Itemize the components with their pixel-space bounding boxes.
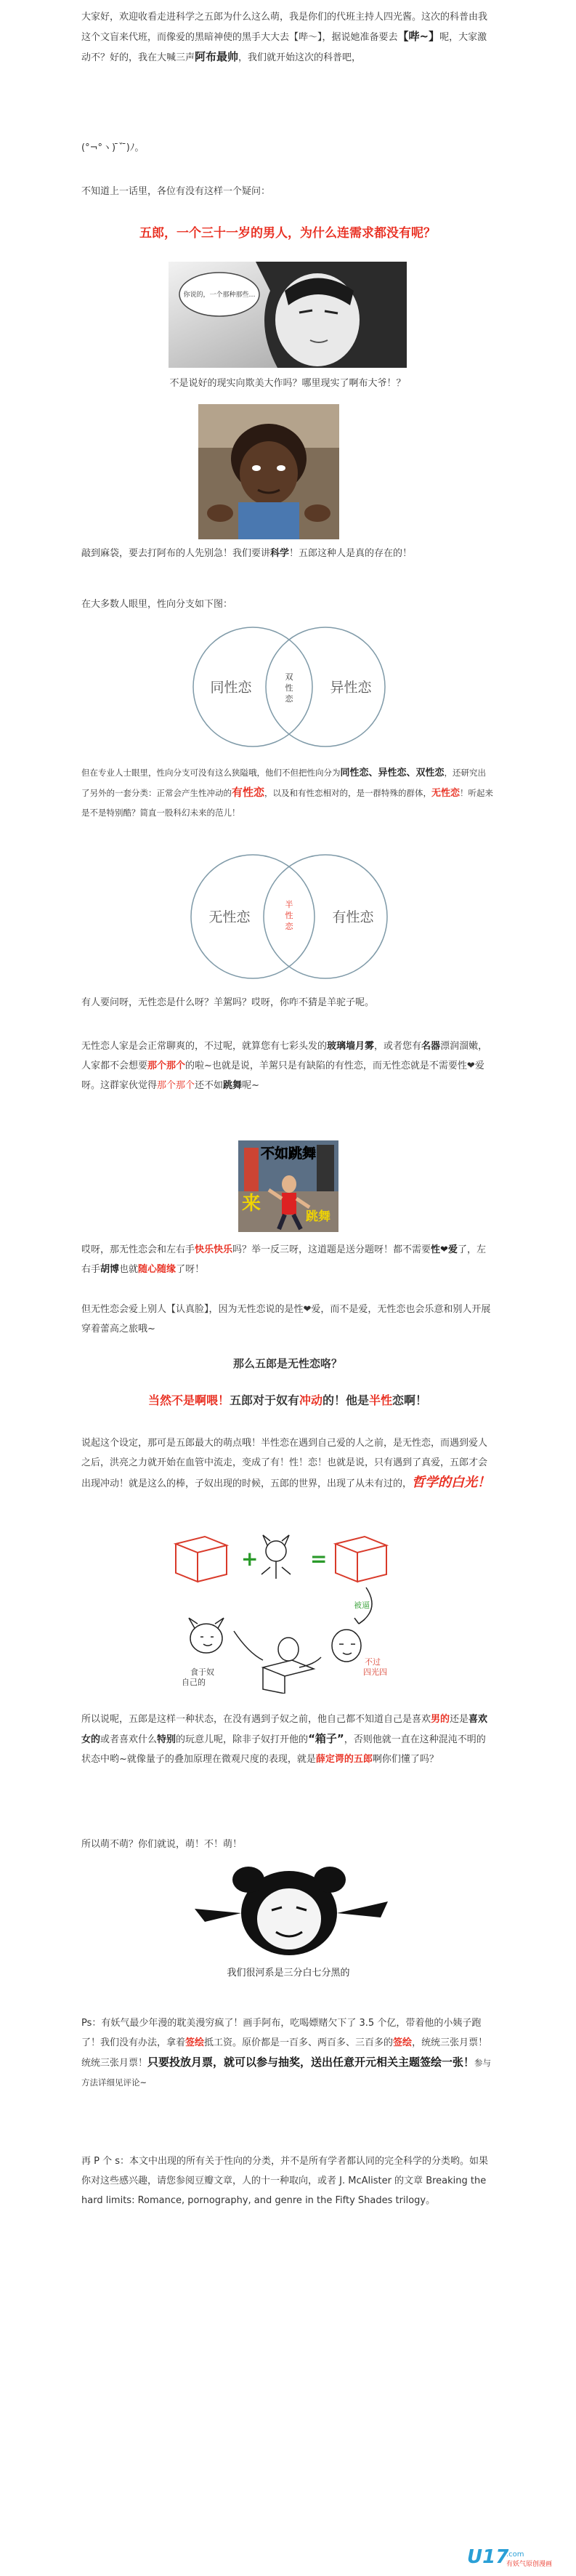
cute-question: 所以萌不萌？你们就说，萌！不！萌！ xyxy=(81,1839,243,1850)
philosophy-light: 哲学的白光！ xyxy=(412,1475,491,1490)
venn-diagram-common xyxy=(173,621,405,752)
confused-girl-image xyxy=(198,404,339,539)
panda-meme-image xyxy=(180,1865,397,1986)
venn-label-bisexual-3: 恋 xyxy=(285,694,293,704)
venn-label-demisexual-2: 性 xyxy=(285,911,293,920)
asexual-paragraph: 无性恋人家是会正常聊爽的，不过呢，就算您有七彩头发的玻璃墙月雾，或者您有名器漂润溜嫩，人家都不会想要那个那个的啦~也就是说，羊駕只是有缺陷的有性恋，而无性恋就是不需要性❤爱呀。这群家伙觉得那个那个还不如跳舞呢~ xyxy=(81,1041,488,1091)
logo-tagline: 有妖气原创漫画 xyxy=(506,2561,553,2568)
science-bold: 科学 xyxy=(270,548,290,559)
ps-paragraph: Ps：有妖气最少年漫的耽美漫穷疯了！画手阿布，吃喝嫖赌欠下了 3.5 个亿，带着他的小姨子跑了！我们没有办法，拿着签绘抵工资。原价都是一百多、两百多、三百多的签绘，统统三张月票！统统三张月票！只要投放月票，就可以参与抽奖，送出任意开元相关主题签绘一张！参与方法详细见评论~ xyxy=(81,2018,492,2088)
intro-text-e: ，我们就开始这次的科普吧， xyxy=(238,52,362,63)
so-paragraph: 所以说呢，五郎是这样一种状态，在没有遇到子奴之前，他自己都不知道自己是喜欢男的还是喜欢女的或者喜欢什么特别的玩意儿呢，除非子奴打开他的“箱子”，否则他就一直在这种混沌不明的状态中哟~就像量子的叠加原理在微观尺度的表现，就是薛定谔的五郎啊你们懂了吗？ xyxy=(81,1714,488,1765)
complaint-text: 不是说好的现实向欺美大作吗？哪里现实了啊布大爷！？ xyxy=(169,378,406,389)
sketch-label-a: 食于奴 xyxy=(190,1667,214,1677)
venn-label-homosexual: 同性恋 xyxy=(210,680,252,696)
love-paragraph: 但无性恋会爱上别人【认真脸】，因为无性恋说的是性❤爱，而不是爱，无性恋也会乐意和别人开展穿着蕾高之旅哦~ xyxy=(81,1304,491,1335)
sketch-label-c: 四光四 xyxy=(363,1667,387,1677)
logo-com: .com xyxy=(506,2551,524,2559)
section-heading xyxy=(81,1354,494,1374)
sketch-label-d: 不过 xyxy=(365,1657,381,1667)
svg-text:=: = xyxy=(310,1547,328,1571)
dance-caption-right: 跳舞 xyxy=(306,1209,330,1224)
expert-paragraph: 但在专业人士眼里，性向分支可没有这么狭隘哦，他们不但把性向分为同性恋、异性恋、双性恋，还研究出了另外的一套分类：正常会产生性冲动的有性恋，以及和有性恋相对的，是一群特殊的群体，无性恋！听起来是不是特别酷？简直一股科幻未来的范儿！ xyxy=(81,768,494,818)
kaomoji: (°¬°ヽ) ̄ˇ ̄)ﾉ。 xyxy=(81,142,145,153)
dance-caption-left: 来 xyxy=(241,1193,261,1215)
venn-label-sexual: 有性恋 xyxy=(332,909,374,925)
pps-paragraph: 再 P 个 s：本文中出现的所有关于性向的分类，并不是所有学者都认同的完全科学的分类哟。如果你对这些感兴趣，请您参阅豆瓣文章，人的十一种取向，或者 J. McAlister 的文章 Breaking the hard limits: Romance, pornography, and genre in the Fifty Shades trilogy。 xyxy=(81,2156,489,2206)
dance-caption-top: 不如跳舞 xyxy=(260,1146,317,1162)
venn-label-bisexual-1: 双 xyxy=(285,672,293,682)
venn-label-demisexual-1: 半 xyxy=(285,900,293,909)
venn-diagram-expert xyxy=(166,849,413,984)
venn-label-heterosexual: 异性恋 xyxy=(330,680,372,696)
science-paragraph: 敲到麻袋，要去打阿布的人先别急！我们要讲科学！五郎这种人是真的存在的！ xyxy=(81,548,413,559)
manga-panel-image xyxy=(169,262,407,368)
question-heading: 五郎，一个三十一岁的男人，为什么连需求都没有呢？ xyxy=(139,226,436,241)
beep-text: 【哔~】 xyxy=(397,30,440,43)
abu-handsome: 阿布最帅 xyxy=(195,50,239,63)
dance-meme-image xyxy=(238,1140,338,1232)
speech-bubble-text: 你说的，一个那种那些… xyxy=(183,291,256,299)
sketch-label-e: 被逼 xyxy=(354,1601,370,1610)
intro-text-c: 呢，大家激动不？好的，我在大喊三声 xyxy=(81,32,487,63)
logo-brand: U17 xyxy=(467,2546,509,2568)
sketch-label-b: 自己的 xyxy=(182,1678,206,1687)
question-paragraph: 有人要问呀，无性恋是什么呀？羊駕吗？哎呀，你咋不猜是羊驼子呢。 xyxy=(81,997,375,1008)
intro-paragraph xyxy=(81,7,494,68)
intro-question-lead: 不知道上一话里，各位有没有这样一个疑问： xyxy=(81,186,271,197)
intro-text-a: 大家好，欢迎收看走进科学之五郎为什么这么萌，我是你们的代班主持人四光酱。这次的科普由我这个文盲来代班，而像爱的黑暗神使的黑手大大去【哔～】，据说她准备要去 xyxy=(81,12,488,43)
setting-paragraph: 说起这个设定，那可是五郎最大的萌点哦！半性恋在遇到自己爱的人之前，是无性恋，而遇到爱人之后，洪亮之力就开始在血管中流走，变成了有！性！恋！也就是说，只有遇到了真爱，五郎才会出现冲动！就是这么的棒，子奴出现的时候，五郎的世界，出现了从未有过的，哲学的白光！ xyxy=(81,1438,491,1490)
svg-text:+: + xyxy=(241,1547,259,1571)
venn-label-bisexual-2: 性 xyxy=(285,683,293,693)
tree-lead: 在大多数人眼里，性向分支如下图： xyxy=(81,599,233,610)
answer-heading: 当然不是啊喂！五郎对于奴有冲动的！他是半性恋啊！ xyxy=(147,1393,428,1407)
venn-label-asexual: 无性恋 xyxy=(208,909,251,925)
u17-logo xyxy=(466,2545,566,2572)
section-heading-text: 那么五郎是无性恋咯？ xyxy=(232,1357,342,1370)
haha-paragraph: 哎呀，那无性恋会和左右手快乐快乐吗？举一反三呀，这道题是送分题呀！都不需要性❤爱了，左右手胡博也就随心随缘了呀！ xyxy=(81,1244,486,1275)
box-sketch-image xyxy=(169,1529,408,1694)
venn-label-demisexual-3: 恋 xyxy=(285,922,293,931)
meme-caption: 我们很河系是三分白七分黑的 xyxy=(227,1968,350,1979)
